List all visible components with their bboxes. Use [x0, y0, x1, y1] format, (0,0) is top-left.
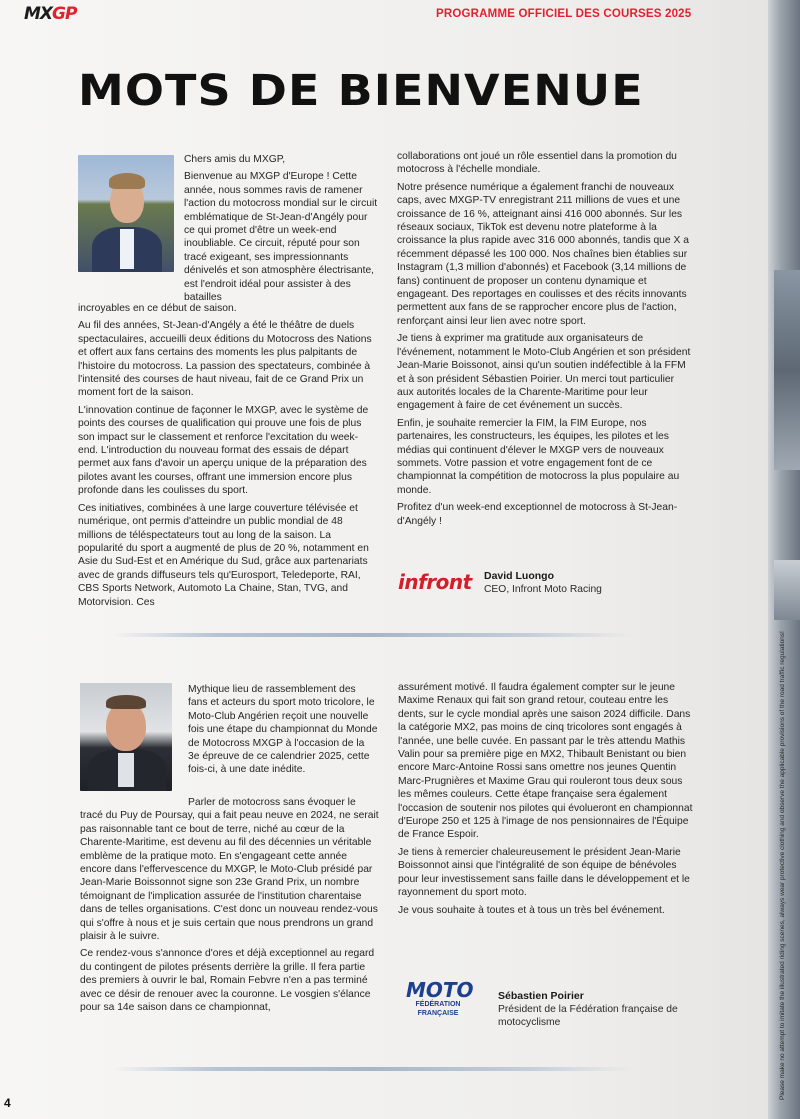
mxgp-logo: MXGP	[24, 4, 77, 24]
letter1-intro	[184, 153, 380, 308]
signature-name: Sébastien Poirier	[498, 990, 584, 1002]
paragraph: Parler de motocross sans évoquer le tracé du Puy de Poursay, qui a fait peau neuve en 2024, ne serait pas raisonnable tant ce bout de terre, niché au cœur de la Charente-Maritime, est devenu au fil des décennies un véritable emblème de la pratique moto. En s'engageant cette année encore dans l'effervescence du MXGP, le Moto-Club présidé par Jean-Marie Boissonnot signe son 23e Grand Prix, un nombre témoignant de l'implication assurée de l'institution charentaise dans de telles organisations. C'est donc un nouveau rendez-vous qui s'offre à nous et je suis certain que nous prendrons un grand plaisir à le suivre.	[80, 797, 379, 943]
paragraph: Au fil des années, St-Jean-d'Angély a été le théâtre de duels spectaculaires, accueilli deux éditions du Motocross des Nations et offert aux fans certains des moments les plus palpitants de l'histoire du motocross. La passion des spectateurs, combinée à l'intensité des courses de haut niveau, fait de ce Grand Prix un moment fort de la saison.	[78, 320, 372, 399]
paragraph: collaborations ont joué un rôle essentiel dans la promotion du motocross à l'échelle mondiale.	[397, 151, 677, 176]
portrait-david-luongo	[78, 155, 174, 272]
paragraph: Profitez d'un week-end exceptionnel de motocross à St-Jean-d'Angély !	[397, 502, 678, 527]
ffm-logo	[406, 978, 474, 1024]
paragraph: Chers amis du MXGP,	[184, 154, 286, 165]
letter2-right-column	[398, 681, 694, 921]
paragraph: Je tiens à remercier chaleureusement le président Jean-Marie Boissonnot ainsi que l'intégralité de son équipe de bénévoles pour leur investissement sans faille dans le développement et le rayonnement du sport moto.	[398, 846, 690, 899]
paragraph: assurément motivé. Il faudra également compter sur le jeune Maxime Renaux qui fait son grand retour, couteau entre les dents, sur le cycle mondial après une saison 2024 difficile. Dans la catégorie MX2, pas moins de cinq tricolores sont engagés à l'année, une belle cuvée. En passant par le très attendu Mathis Valin pour sa première pige en MX2, Thibault Benistant ou bien encore Marc-Antoine Rossi sans omettre nos jeunes Quentin Marc-Prugnières et Maxime Grau qui rouleront tous deux sous les mêmes couleurs. Cette étape française sera également l'occasion de soutenir nos pilotes qui évolueront en championnat d'Europe 250 et 125 à l'image de nos pensionnaires de l'Équipe de France Espoir.	[398, 682, 693, 841]
adjacent-page-photo	[774, 270, 800, 470]
signature-role: CEO, Infront Moto Racing	[484, 584, 602, 595]
side-legal-text: Please make no attempt to imitate the illustrated riding scenes, always wear protective clothing and observe the applicable provisions of the road traffic regulations!	[779, 631, 786, 1100]
page-title: MOTS DE BIENVENUE	[78, 66, 644, 116]
paragraph: Bienvenue au MXGP d'Europe ! Cette année, nous sommes ravis de ramener l'action du motocross mondial sur le circuit emblématique de St-Jean-d'Angély pour ce qui promet d'être un week-end inoubliable. Ce circuit, réputé pour son tracé exigeant, ses impressionnants dénivelés et son atmosphère électrisante, est l'endroit idéal pour assister à des batailles	[184, 171, 378, 304]
paragraph: Enfin, je souhaite remercier la FIM, la FIM Europe, nos partenaires, les constructeurs, les équipes, les pilotes et les médias qui continuent d'élever le MXGP vers de nouveaux sommets. Votre passion et votre engagement font de ce championnat la compétition de motocross la plus populaire au monde.	[397, 417, 680, 496]
ffm-logo-line1: FÉDÉRATION	[415, 1001, 461, 1008]
paragraph: Ces initiatives, combinées à une large couverture télévisée et numérique, ont permis d'atteindre un public mondial de 48 millions de téléspectateurs tout au long de la saison. La popularité du sport a augmenté de plus de 20 %, notamment en Asie du Sud-Est et en Amérique du Sud, grâce aux partenariats avec de grands diffuseurs tels qu'Eurosport, Teledeporte, RAI, CBS Sports Network, Automoto La Chaine, Stan, TVG, and Motorvision. Ces	[78, 502, 369, 608]
paragraph: Notre présence numérique a également franchi de nouveaux caps, avec MXGP-TV enregistrant 211 millions de vues et une croissance de 16 %, atteignant ainsi 416 000 abonnés. Sur les réseaux sociaux, TikTok est devenu notre plateforme à la croissance la plus rapide avec 316 000 abonnés, tandis que X a récemment dépassé les 100 000. Nos chaînes bien établies sur Instagram (1,3 million d'abonnés) et Facebook (3,14 millions de fans) continuent de proposer un contenu dynamique et engageant. Des reportages en coulisses et des récits innovants permettent aux fans de se rapprocher encore plus de l'action, renforçant ainsi leur lien avec notre sport.	[397, 181, 689, 327]
paragraph: Ce rendez-vous s'annonce d'ores et déjà exceptionnel au regard du contingent de pilotes présents derrière la grille. Il fera partie des premiers à ouvrir le bal, Romain Febvre n'en a pas terminé avec ce désir de renouer avec la couronne. Le vosgien s'élance pour sa 14e saison dans ce championnat,	[80, 948, 375, 1014]
programme-header: PROGRAMME OFFICIEL DES COURSES 2025	[436, 8, 692, 20]
signature-role: Président de la Fédération française de motocyclisme	[498, 1004, 678, 1029]
ffm-logo-line2: FRANÇAISE	[417, 1010, 459, 1017]
infront-logo: infront	[398, 570, 472, 594]
letter2-intro	[188, 683, 378, 781]
signature-name: David Luongo	[484, 570, 554, 582]
adjacent-page-edge	[768, 0, 800, 1119]
paragraph: Je tiens à exprimer ma gratitude aux organisateurs de l'événement, notamment le Moto-Club Angérien et son président Jean-Marie Boissonot, ainsi qu'un soutien indéfectible à la FFM et à son président Sébastien Poirier. Un merci tout particulier aux autorités locales de la Charente-Maritime pour leur engagement à faire de cet événement un succès.	[397, 333, 691, 412]
paragraph: Mythique lieu de rassemblement des fans et acteurs du sport moto tricolore, le Moto-Club Angérien reçoit une nouvelle fois une étape du championnat du Monde de Motocross MXGP à l'occasion de la 3e épreuve de ce calendrier 2025, cette fois-ci, à une date inédite.	[188, 684, 378, 776]
letter1-right-column	[397, 150, 693, 532]
paragraph: L'innovation continue de façonner le MXGP, avec le système de points des courses de qualification qui prouve une fois de plus son impact sur le classement et renforce l'excitation du week-end. L'introduction du nouveau format des essais de départ permet aux fans d'avoir un aperçu unique de la préparation des pilotes avant les courses, offrant une immersion encore plus profonde dans les coulisses du sport.	[78, 404, 369, 497]
page-number: 4	[4, 1096, 11, 1110]
letter2-left-column	[80, 796, 380, 1019]
section-divider	[112, 633, 632, 637]
ffm-logo-moto: MOTO	[406, 978, 474, 1002]
paragraph: incroyables en ce début de saison.	[78, 303, 237, 314]
letter1-left-column	[78, 302, 378, 613]
portrait-sebastien-poirier	[80, 683, 172, 791]
paragraph: Je vous souhaite à toutes et à tous un très bel événement.	[398, 904, 665, 916]
section-divider	[112, 1067, 632, 1071]
